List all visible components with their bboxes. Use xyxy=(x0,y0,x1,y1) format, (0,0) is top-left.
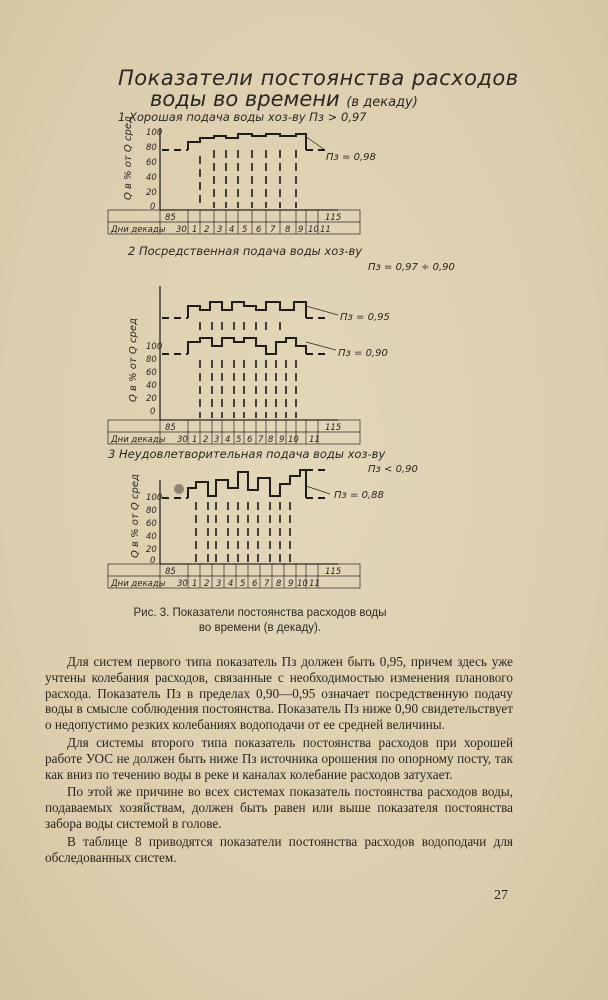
paragraph: В таблице 8 приводятся показатели постоянства расходов водоподачи для обследованных систем. xyxy=(45,833,513,865)
panel3-decade: 1 xyxy=(192,579,198,589)
ink-blot xyxy=(174,484,184,494)
panel3-ytick: 20 xyxy=(146,545,157,555)
panel2-decade: 10 xyxy=(288,435,299,445)
panel1-ytick: 0 xyxy=(150,202,156,212)
panel3-decade: 10 xyxy=(297,579,308,589)
panel2-ytick: 60 xyxy=(146,368,157,378)
panel3-ytick: 100 xyxy=(146,493,163,503)
panel1-days-label: Дни декады xyxy=(111,225,166,235)
panel2-decade: 9 xyxy=(279,435,285,445)
panel2-days-label: Дни декады xyxy=(111,435,166,445)
panel2-decade: 2 xyxy=(203,435,209,445)
panel2-heading: 2 Посредственная подача воды хоз-ву xyxy=(128,244,363,258)
panel3-days-label: Дни декады xyxy=(111,579,166,589)
panel1-rate-label: Пз = 0,98 xyxy=(326,152,376,163)
panel2-ylabel: Q в % от Q сред xyxy=(128,318,139,402)
panel1-decade: 7 xyxy=(270,225,276,235)
panel1-ytick: 80 xyxy=(146,143,157,153)
caption-line-1: Рис. 3. Показатели постоянства расходов воды xyxy=(133,607,387,619)
panel3-decade: 30 xyxy=(177,579,188,589)
panel3-start-value: 85 xyxy=(165,567,176,577)
panel2-decade: 30 xyxy=(177,435,188,445)
panel2-ytick: 100 xyxy=(146,342,163,352)
panel3-verticals xyxy=(196,502,290,562)
figure-title-note: (в декаду) xyxy=(346,95,418,110)
panel1-decade: 1 xyxy=(192,225,198,235)
panel3-ytick: 60 xyxy=(146,519,157,529)
panel1-decade: 10 xyxy=(308,225,319,235)
panel2-ytick: 40 xyxy=(146,381,157,391)
figure-title-line1: Показатели постоянства расходов xyxy=(118,66,519,90)
panel3-decade: 6 xyxy=(252,579,258,589)
panel2-rate-label-b: Пз = 0,90 xyxy=(338,348,388,359)
panel2-rate-b-leader xyxy=(306,342,336,350)
figure-title-text: воды во времени xyxy=(150,87,340,111)
panel1-decade: 4 xyxy=(229,225,235,235)
panel3-decade: 2 xyxy=(204,579,210,589)
panel2-table xyxy=(108,420,360,445)
paragraph: Для систем первого типа показатель Пз должен быть 0,95, причем здесь уже учтены колебания расходов, связанные с необходимостью изменения планового расхода. Показатель Пз в пределах 0,90—0,95 означает посредственную подачу воды в смысле соблюдения постоянства. Показатель Пз ниже 0,90 свидетельствует о недопустимо резких колебаниях водоподачи от ее средней величины. xyxy=(45,654,513,733)
panel2-ytick: 20 xyxy=(146,394,157,404)
panel3-heading-range: Пз < 0,90 xyxy=(368,464,418,475)
panel3-table xyxy=(108,564,360,589)
panel1-heading: 1 Хорошая подача воды хоз-ву Пз > 0,97 xyxy=(118,110,367,124)
panel1-start-value: 85 xyxy=(165,213,176,223)
panel2-decade: 7 xyxy=(258,435,264,445)
panel1-rate-leader xyxy=(305,136,325,150)
panel3-end-value: 115 xyxy=(325,567,342,577)
panel1-ytick: 40 xyxy=(146,173,157,183)
panel1-decade: 3 xyxy=(217,225,223,235)
panel3-ytick: 80 xyxy=(146,506,157,516)
panel2-decade: 3 xyxy=(214,435,220,445)
panel2-decade: 11 xyxy=(309,435,320,445)
panel1-end-value: 115 xyxy=(325,213,342,223)
panel3-step-line xyxy=(188,470,306,498)
panel3-rate-label: Пз = 0,88 xyxy=(334,490,384,501)
body-text xyxy=(45,654,513,867)
panel3-decade: 8 xyxy=(276,579,282,589)
page-number: 27 xyxy=(494,888,508,903)
panel3-ytick: 0 xyxy=(150,556,156,566)
panel2-ytick: 80 xyxy=(146,355,157,365)
panel1-ytick: 60 xyxy=(146,158,157,168)
panel1-decade: 2 xyxy=(204,225,210,235)
panel1-decade: 6 xyxy=(256,225,262,235)
panel1-step-line xyxy=(188,134,306,150)
panel1-ytick: 20 xyxy=(146,188,157,198)
panel1-ylabel: Q в % от Q сред xyxy=(123,116,134,200)
panel3-ylabel: Q в % от Q сред xyxy=(130,474,141,558)
panel3-ytick: 40 xyxy=(146,532,157,542)
panel1-decade: 30 xyxy=(176,225,187,235)
panel3-heading: 3 Неудовлетворительная подача воды хоз-ву xyxy=(108,447,386,461)
panel3-decade: 4 xyxy=(228,579,234,589)
panel1-decade: 5 xyxy=(242,225,248,235)
panel3-decade: 3 xyxy=(216,579,222,589)
figure-caption xyxy=(130,606,390,636)
panel3-decade: 7 xyxy=(264,579,270,589)
panel1-verticals xyxy=(200,150,296,208)
panel1-table xyxy=(108,210,360,235)
panel3-decade: 5 xyxy=(240,579,246,589)
paragraph: По этой же причине во всех системах показатель постоянства расходов воды, подаваемых хозяйствам, должен быть равен или выше показателя постоянства забора воды системой в голове. xyxy=(45,784,513,831)
caption-line-2: во времени (в декаду). xyxy=(198,622,322,634)
panel3-decade: 11 xyxy=(309,579,320,589)
panel2-rate-a-leader xyxy=(306,306,338,315)
paragraph: Для системы второго типа показатель постоянства расходов при хорошей работе УОС не должен быть ниже Пз источника орошения по опорному посту, так как вниз по течению воды в реке и каналах колебание расходов затухает. xyxy=(45,734,513,782)
panel2-rate-label-a: Пз = 0,95 xyxy=(340,312,390,323)
panel1-decade: 11 xyxy=(320,225,331,235)
panel2-decade: 5 xyxy=(236,435,242,445)
panel2-decade: 1 xyxy=(192,435,198,445)
panel2-ytick: 0 xyxy=(150,407,156,417)
panel1-decade: 9 xyxy=(298,225,304,235)
panel2-decade: 8 xyxy=(268,435,274,445)
panel2-start-value: 85 xyxy=(165,423,176,433)
panel1-ytick: 100 xyxy=(146,128,163,138)
panel1-decade: 8 xyxy=(285,225,291,235)
panel2-verticals xyxy=(200,322,296,418)
panel2-end-value: 115 xyxy=(325,423,342,433)
panel3-decade: 9 xyxy=(288,579,294,589)
panel3-rate-leader xyxy=(306,486,330,494)
panel2-decade: 4 xyxy=(225,435,231,445)
panel2-decade: 6 xyxy=(247,435,253,445)
panel2-upper-step-line xyxy=(188,302,306,318)
panel2-lower-step-line xyxy=(188,338,306,354)
panel2-heading-range: Пз = 0,97 ÷ 0,90 xyxy=(368,262,455,273)
